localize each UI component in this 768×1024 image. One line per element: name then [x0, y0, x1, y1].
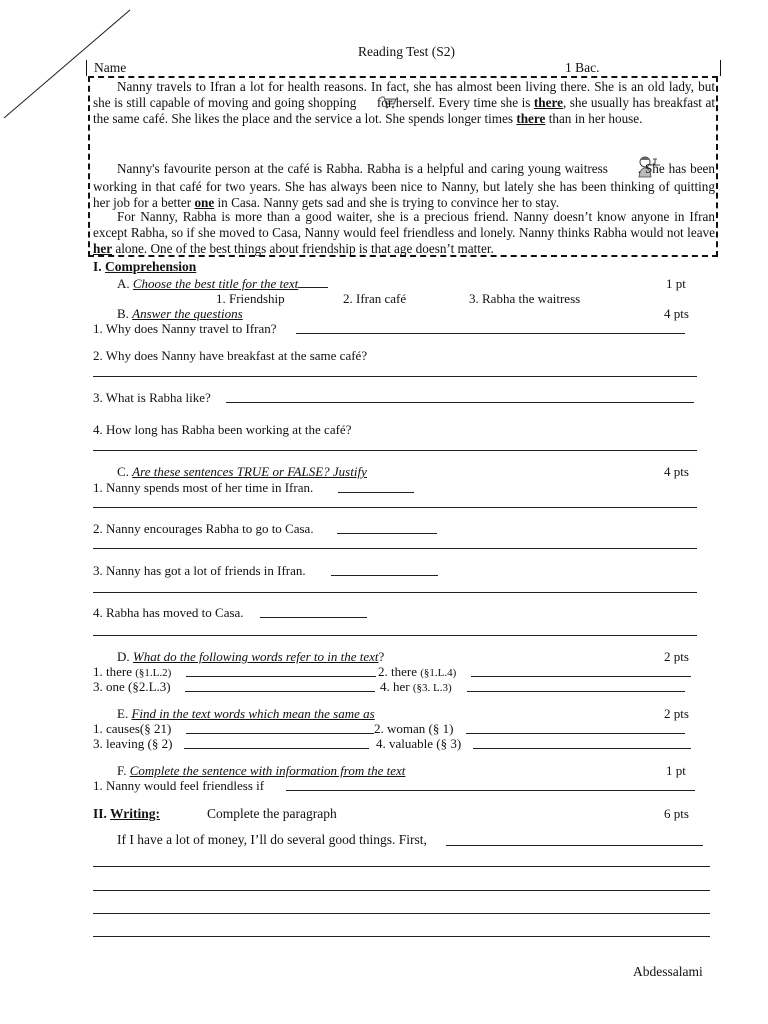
word-there-1: there: [533, 95, 563, 110]
answer-line[interactable]: [185, 691, 375, 692]
option-1: 1. Friendship: [216, 291, 285, 306]
question-b1: 1. Why does Nanny travel to Ifran?: [93, 321, 277, 336]
word-her: her: [93, 241, 113, 256]
answer-line[interactable]: [93, 507, 697, 508]
section-2-heading: II. Writing:: [93, 806, 161, 821]
writing-instruction: Complete the paragraph: [207, 806, 337, 821]
author-name: Abdessalami: [633, 964, 703, 979]
answer-line[interactable]: [93, 548, 697, 549]
question-e: E. Find in the text words which mean the same as: [117, 706, 375, 721]
section-1-heading: I. Comprehension: [93, 259, 197, 274]
writing-line[interactable]: [93, 866, 710, 867]
option-2: 2. Ifran café: [343, 291, 407, 306]
test-title: Reading Test (S2): [358, 44, 456, 59]
answer-line[interactable]: [186, 676, 376, 677]
word-there-2: there: [516, 111, 546, 126]
word-d4: 4. her (§3. L.3): [380, 679, 452, 694]
name-label: Name: [94, 60, 127, 75]
class-label: 1 Bac.: [565, 60, 600, 75]
points-a: 1 pt: [666, 276, 686, 291]
option-3: 3. Rabha the waitress: [469, 291, 581, 306]
word-d3: 3. one (§2.L.3): [93, 679, 171, 694]
writing-prompt: If I have a lot of money, I’ll do several good things. First,: [117, 832, 427, 847]
paragraph-1: Nanny travels to Ifran a lot for health reasons. In fact, she has almost been living there. She is an old lady, but she is still capable of moving and going shopping for herself. Every time she is there, she usually has breakfast at the same café. She likes the place and the service a lot. She spends longer times there than in her house.: [93, 79, 715, 126]
word-one: one: [194, 195, 215, 210]
word-e3: 3. leaving (§ 2): [93, 736, 173, 751]
word-e4: 4. valuable (§ 3): [376, 736, 462, 751]
answer-line[interactable]: [93, 635, 697, 636]
statement-c2: 2. Nanny encourages Rabha to go to Casa.: [93, 521, 314, 536]
word-e1: 1. causes(§ 21): [93, 721, 172, 736]
writing-line[interactable]: [93, 913, 710, 914]
answer-line[interactable]: [226, 402, 694, 403]
statement-c4: 4. Rabha has moved to Casa.: [93, 605, 244, 620]
answer-line[interactable]: [184, 748, 369, 749]
question-a: A. Choose the best title for the text: [117, 276, 328, 292]
question-d: D. What do the following words refer to in the text?: [117, 649, 385, 664]
question-b4: 4. How long has Rabha been working at the café?: [93, 422, 352, 437]
word-d2: 2. there (§1.L.4): [378, 664, 457, 679]
question-b2: 2. Why does Nanny have breakfast at the same café?: [93, 348, 368, 363]
points-writing: 6 pts: [664, 806, 689, 821]
answer-line[interactable]: [338, 492, 414, 493]
waitress-icon: [612, 155, 638, 179]
writing-line[interactable]: [93, 890, 710, 891]
statement-c1: 1. Nanny spends most of her time in Ifran.: [93, 480, 314, 495]
question-c: C. Are these sentences TRUE or FALSE? Justify: [117, 464, 367, 479]
points-d: 2 pts: [664, 649, 689, 664]
question-b3: 3. What is Rabha like?: [93, 390, 211, 405]
writing-line[interactable]: [93, 936, 710, 937]
sentence-f1: 1. Nanny would feel friendless if: [93, 778, 265, 793]
points-b: 4 pts: [664, 306, 689, 321]
question-f: F. Complete the sentence with information from the text: [117, 763, 406, 778]
answer-line[interactable]: [93, 450, 697, 451]
answer-line[interactable]: [260, 617, 367, 618]
answer-line[interactable]: [186, 733, 374, 734]
answer-line[interactable]: [473, 748, 691, 749]
answer-line[interactable]: [93, 376, 697, 377]
answer-line[interactable]: [337, 533, 437, 534]
answer-line[interactable]: [471, 676, 691, 677]
answer-line[interactable]: [466, 733, 685, 734]
answer-line[interactable]: [296, 333, 685, 334]
points-c: 4 pts: [664, 464, 689, 479]
points-e: 2 pts: [664, 706, 689, 721]
word-e2: 2. woman (§ 1): [374, 721, 454, 736]
question-b: B. Answer the questions: [117, 306, 243, 321]
answer-line[interactable]: [467, 691, 685, 692]
answer-line[interactable]: [286, 790, 695, 791]
statement-c3: 3. Nanny has got a lot of friends in Ifran.: [93, 563, 306, 578]
paragraph-2: Nanny's favourite person at the café is Rabha. Rabha is a helpful and caring young waitress . She has been working in that café for two years. She has always been nice to Nanny, but lately she has been thinking of quitting her job for a better one in Casa. Nanny gets sad and she is trying to convince her to stay.: [93, 155, 715, 211]
answer-line[interactable]: [93, 592, 697, 593]
points-f: 1 pt: [666, 763, 686, 778]
word-d1: 1. there (§1.L.2): [93, 664, 172, 679]
answer-line[interactable]: [331, 575, 438, 576]
paragraph-3: For Nanny, Rabha is more than a good waiter, she is a precious friend. Nanny doesn’t know anyone in Ifran except Rabha, so if she moved to Casa, Nanny would feel friendless and lonely. Nanny thinks Rabha would not leave her alone. One of the best things about friendship is that age doesn’t matter.: [93, 209, 715, 256]
shopping-cart-icon: [356, 95, 373, 109]
writing-line[interactable]: [446, 845, 703, 846]
